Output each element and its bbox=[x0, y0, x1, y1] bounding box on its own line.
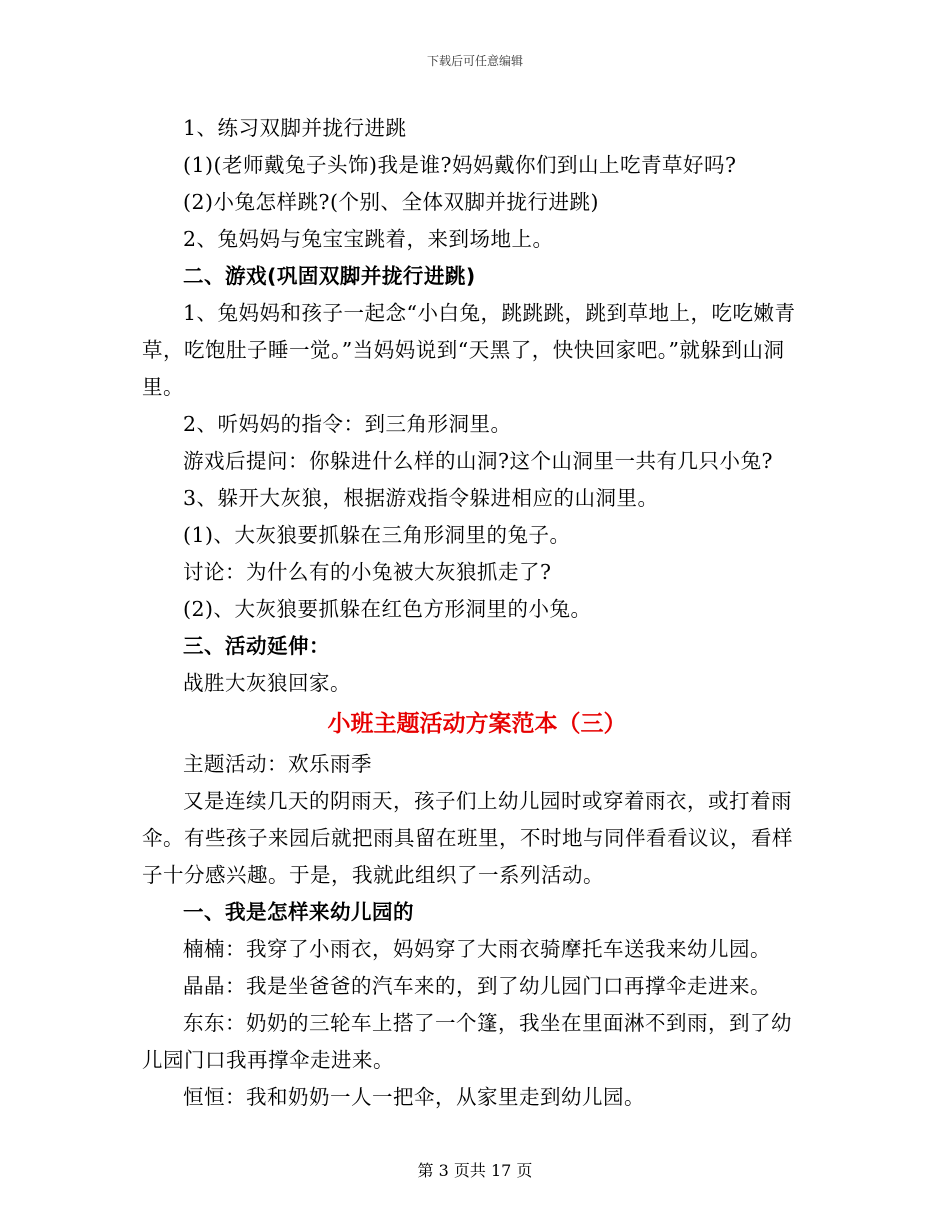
section-heading: 三、活动延伸： bbox=[183, 634, 330, 658]
paragraph: 主题活动：欢乐雨季 bbox=[183, 752, 372, 776]
paragraph: 讨论：为什么有的小兔被大灰狼抓走了? bbox=[183, 560, 552, 584]
header-note: 下载后可任意编辑 bbox=[426, 54, 523, 68]
section-heading: 二、游戏(巩固双脚并拢行进跳) bbox=[183, 264, 476, 288]
paragraph: 晶晶：我是坐爸爸的汽车来的，到了幼儿园门口再撑伞走进来。 bbox=[183, 974, 771, 998]
paragraph: (2)、大灰狼要抓躲在红色方形洞里的小兔。 bbox=[183, 597, 592, 621]
paragraph: 2、听妈妈的指令：到三角形洞里。 bbox=[183, 412, 512, 436]
paragraph: 战胜大灰狼回家。 bbox=[183, 671, 351, 695]
document-title: 小班主题活动方案范本（三） bbox=[327, 711, 627, 737]
paragraph: 3、躲开大灰狼，根据游戏指令躲进相应的山洞里。 bbox=[183, 486, 659, 510]
paragraph: 2、兔妈妈与兔宝宝跳着，来到场地上。 bbox=[183, 227, 554, 251]
paragraph: (2)小兔怎样跳?(个别、全体双脚并拢行进跳) bbox=[183, 190, 600, 214]
paragraph: 1、兔妈妈和孩子一起念“小白兔，跳跳跳，跳到草地上，吃吃嫩青草，吃饱肚子睡一觉。”当妈妈说到“天黑了，快快回家吧。”就躲到山洞里。 bbox=[142, 301, 796, 399]
section-heading: 一、我是怎样来幼儿园的 bbox=[183, 900, 414, 924]
paragraph: (1)(老师戴兔子头饰)我是谁?妈妈戴你们到山上吃青草好吗? bbox=[183, 153, 737, 177]
paragraph: (1)、大灰狼要抓躲在三角形洞里的兔子。 bbox=[183, 523, 571, 547]
paragraph: 1、练习双脚并拢行进跳 bbox=[183, 116, 407, 140]
page-number: 第 3 页共 17 页 bbox=[417, 1161, 533, 1180]
paragraph: 楠楠：我穿了小雨衣，妈妈穿了大雨衣骑摩托车送我来幼儿园。 bbox=[183, 937, 771, 961]
paragraph: 游戏后提问：你躲进什么样的山洞?这个山洞里一共有几只小兔? bbox=[183, 449, 773, 473]
paragraph: 恒恒：我和奶奶一人一把伞，从家里走到幼儿园。 bbox=[183, 1085, 645, 1109]
paragraph: 又是连续几天的阴雨天，孩子们上幼儿园时或穿着雨衣，或打着雨伞。有些孩子来园后就把雨具留在班里，不时地与同伴看看议议，看样子十分感兴趣。于是，我就此组织了一系列活动。 bbox=[142, 789, 793, 887]
paragraph: 东东：奶奶的三轮车上搭了一个篷，我坐在里面淋不到雨，到了幼儿园门口我再撑伞走进来。 bbox=[142, 1011, 792, 1072]
document-body bbox=[142, 110, 812, 1116]
